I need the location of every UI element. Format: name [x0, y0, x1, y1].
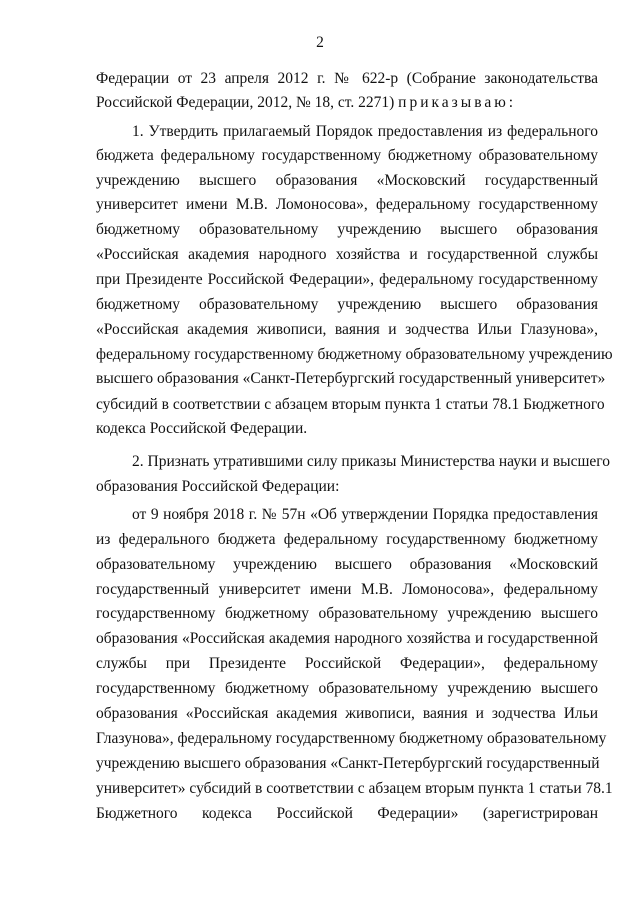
text-line: федеральному государственному бюджетному образовательному учреждению [96, 346, 613, 363]
text-line: высшего образования «Санкт-Петербургский государственный университет» [96, 370, 606, 387]
text-line: «Российская академия народного хозяйства и государственной службы [96, 246, 598, 263]
text-line: государственный университет имени М.В. Ломоносова», федеральному [96, 581, 598, 598]
text-line: образовательному учреждению высшего образования «Московский [96, 556, 598, 573]
text-line: бюджетному образовательному учреждению высшего образования [96, 296, 598, 313]
text-line: образования «Российская академия живописи, ваяния и зодчества Ильи [96, 705, 598, 722]
text-line: учреждению высшего образования «Московский государственный [96, 172, 598, 189]
text-line: бюджета федеральному государственному бюджетному образовательному [96, 147, 598, 164]
text-line: образования Российской Федерации: [96, 478, 340, 495]
text-line: образования «Российская академия народного хозяйства и государственной [96, 630, 598, 647]
text-line: субсидий в соответствии с абзацем вторым пункта 1 статьи 78.1 Бюджетного [96, 396, 605, 413]
text-line: Бюджетного кодекса Российской Федерации» (зарегистрирован [96, 805, 598, 822]
page-number: 2 [316, 34, 324, 51]
text-line: государственному бюджетному образовательному учреждению высшего [96, 680, 598, 697]
text-span: Российской Федерации, 2012, № 18, ст. 2271) [96, 94, 399, 111]
text-span: : [508, 94, 514, 111]
emphasized-word: приказываю [398, 94, 509, 111]
text-line: 2. Признать утратившими силу приказы Министерства науки и высшего [132, 453, 610, 470]
text-line: 1. Утвердить прилагаемый Порядок предоставления из федерального [132, 123, 598, 140]
text-line: от 9 ноября 2018 г. № 57н «Об утверждении Порядка предоставления [132, 506, 598, 523]
text-line: Федерации от 23 апреля 2012 г. № 622-р (Собрание законодательства [96, 70, 598, 87]
text-line: службы при Президенте Российской Федерации», федеральному [96, 655, 598, 672]
text-line: университет» субсидий в соответствии с абзацем вторым пункта 1 статьи 78.1 [96, 780, 613, 797]
text-line: университет имени М.В. Ломоносова», федеральному государственному [96, 196, 598, 213]
text-line: государственному бюджетному образовательному учреждению высшего [96, 605, 598, 622]
text-line: учреждению высшего образования «Санкт-Петербургский государственный [96, 755, 600, 772]
text-line: при Президенте Российской Федерации», федеральному государственному [96, 271, 598, 288]
text-line: из федерального бюджета федеральному государственному бюджетному [96, 531, 598, 548]
text-line: бюджетному образовательному учреждению высшего образования [96, 221, 598, 238]
text-line: «Российская академия живописи, ваяния и зодчества Ильи Глазунова», [96, 321, 598, 338]
text-line [96, 92, 598, 114]
text-line: Глазунова», федеральному государственному бюджетному образовательному [96, 730, 607, 747]
text-line: кодекса Российской Федерации. [96, 420, 308, 437]
